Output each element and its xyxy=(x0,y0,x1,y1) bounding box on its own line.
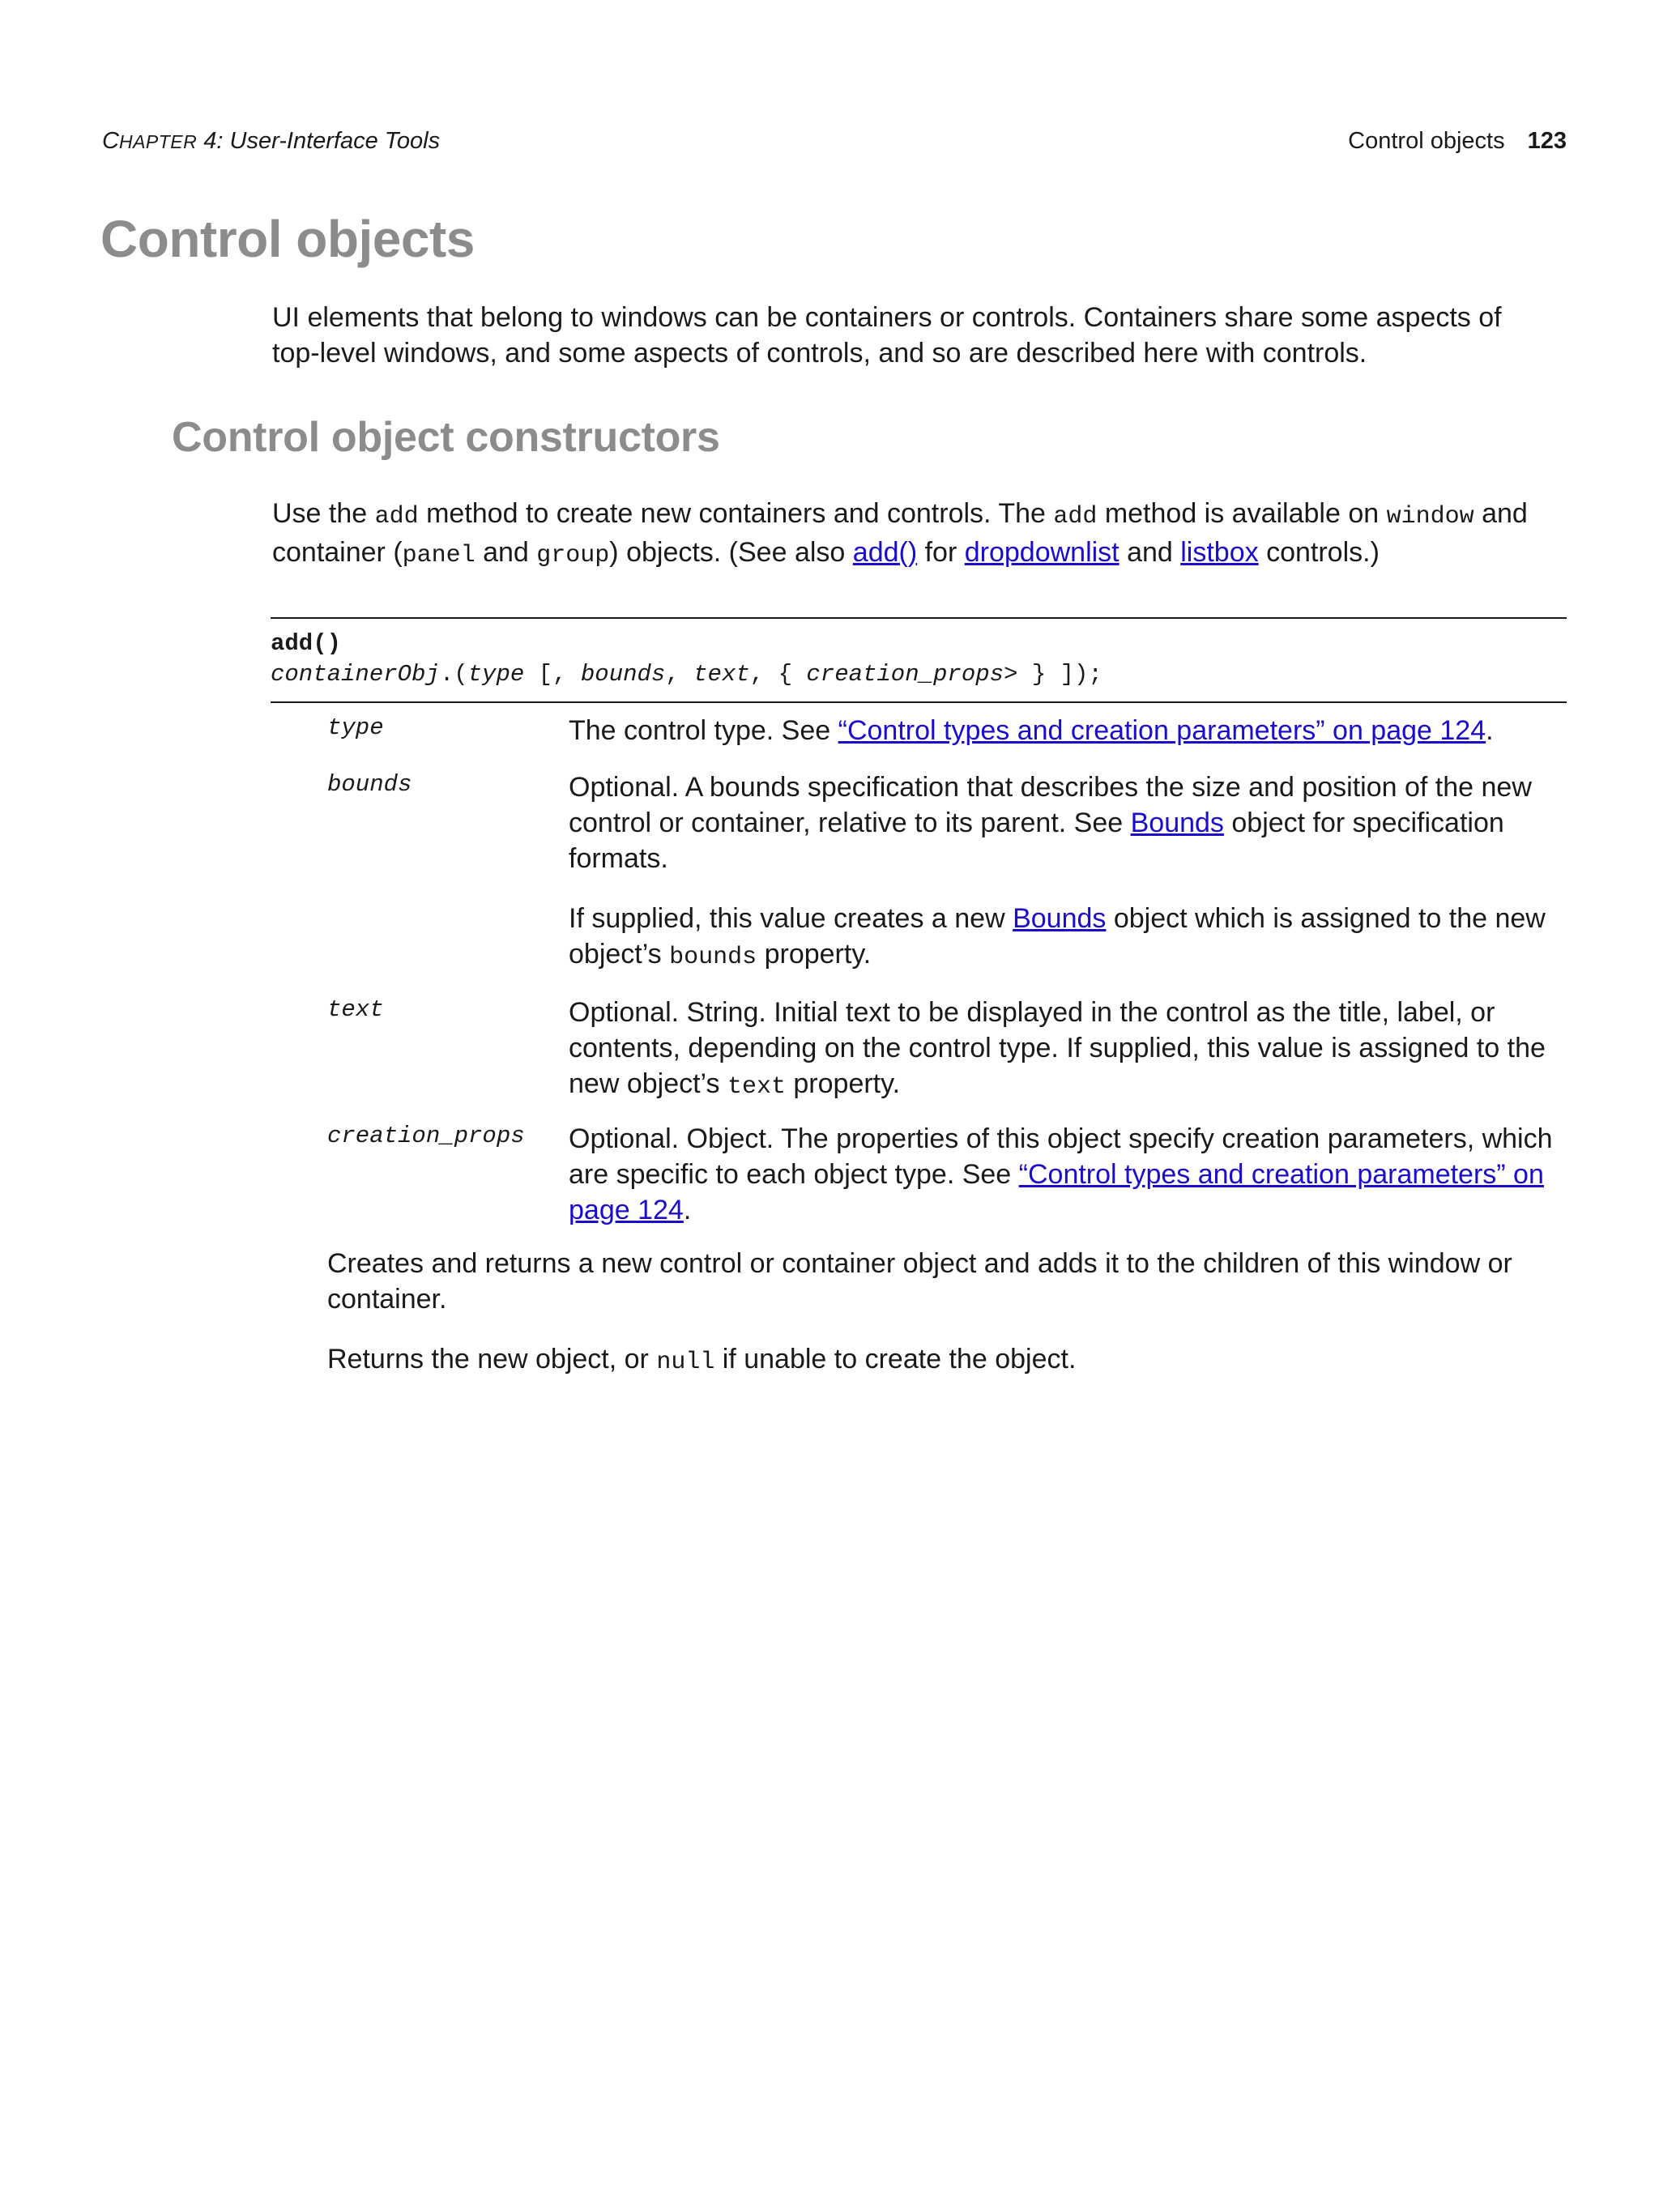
code-window: window xyxy=(1386,503,1474,531)
link-add[interactable]: add() xyxy=(852,537,918,568)
creates-paragraph: Creates and returns a new control or container object and adds it to the children of this window or container. xyxy=(327,1248,1512,1315)
param-row-text xyxy=(327,995,1567,1108)
page-number: 123 xyxy=(1527,128,1567,154)
param-description: Optional. String. Initial text to be displayed in the control as the title, label, or contents, depending on the control type. If supplied, this value is assigned to the new object’s text property. xyxy=(569,997,1546,1101)
param-name: creation_props xyxy=(327,1123,525,1149)
link-bounds[interactable]: Bounds xyxy=(1013,903,1107,934)
param-description: Optional. A bounds specification that describes the size and position of the new control or container, relative to its parent. See Bounds object for specification formats. If supplied, this value creates a new Bounds object which is assigned to the new object’s bounds property. xyxy=(569,772,1546,971)
code-null: null xyxy=(656,1349,715,1376)
param-row-type xyxy=(327,713,1567,753)
param-description: The control type. See “Control types and creation parameters” on page 124. xyxy=(569,715,1494,746)
signature-top-rule xyxy=(271,617,1567,619)
link-control-types[interactable]: “Control types and creation parameters” on page 124 xyxy=(838,715,1486,746)
param-name: bounds xyxy=(327,771,412,798)
page-title: Control objects xyxy=(100,210,475,268)
signature-bottom-rule xyxy=(271,701,1567,703)
code-group: group xyxy=(536,542,610,569)
link-listbox[interactable]: listbox xyxy=(1180,537,1259,568)
param-name: text xyxy=(327,996,384,1023)
intro-paragraph: UI elements that belong to windows can be containers or controls. Containers share some aspects of top-level windows, and some aspects of controls, and so are described here with controls. xyxy=(272,302,1502,369)
running-header xyxy=(102,128,1567,160)
section-heading: Control object constructors xyxy=(172,414,720,461)
method-signature: containerObj.(type [, bounds, text, { creation_props> } ]); xyxy=(271,661,1102,688)
link-control-types[interactable]: “Control types and creation parameters” on page 124 xyxy=(569,1159,1544,1225)
param-row-bounds xyxy=(327,769,1567,980)
add-method-paragraph: Use the add method to create new containers and controls. The add method is available on window and container (panel and group) objects. (See also add() for dropdownlist and listbox controls.) xyxy=(272,498,1528,569)
code-bounds: bounds xyxy=(669,944,757,971)
returns-paragraph: Returns the new object, or null if unable to create the object. xyxy=(327,1344,1077,1376)
section-page-label xyxy=(1348,128,1567,155)
link-dropdownlist[interactable]: dropdownlist xyxy=(964,537,1120,568)
code-add: add xyxy=(374,503,419,531)
code-add: add xyxy=(1053,503,1098,531)
method-name: add() xyxy=(271,630,342,657)
chapter-label: CHAPTER 4: User-Interface Tools xyxy=(102,128,441,154)
code-panel: panel xyxy=(402,542,476,569)
param-description: Optional. Object. The properties of this object specify creation parameters, which are specific to each object type. See “Control types and creation parameters” on page 124. xyxy=(569,1123,1553,1225)
link-bounds[interactable]: Bounds xyxy=(1130,808,1224,838)
section-name: Control objects xyxy=(1348,128,1505,154)
param-name: type xyxy=(327,714,384,741)
param-row-creation-props xyxy=(327,1121,1567,1234)
code-text: text xyxy=(727,1073,786,1101)
